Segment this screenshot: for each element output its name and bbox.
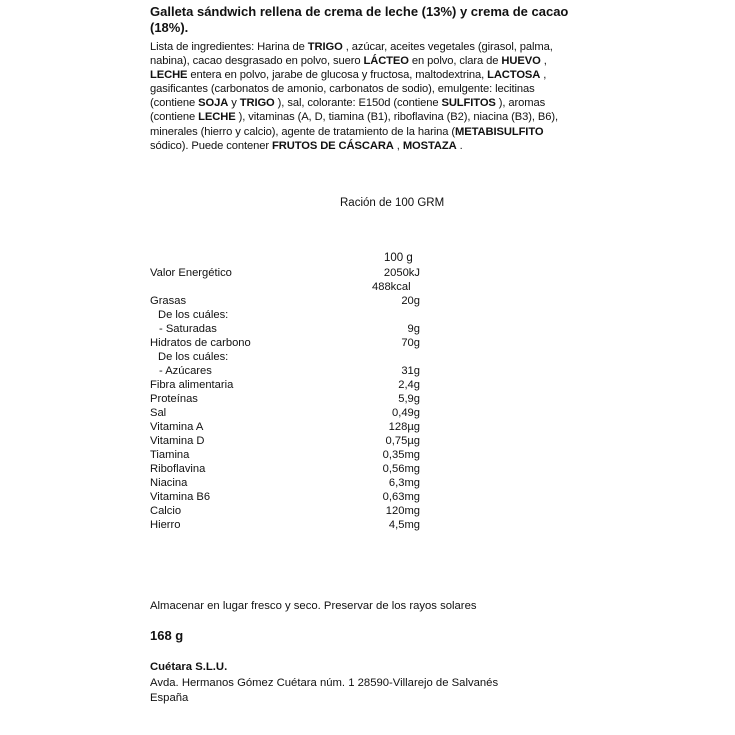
product-title: Galleta sándwich rellena de crema de leche (13%) y crema de cacao (18%).: [150, 4, 569, 35]
nutrient-label: Valor Energético: [150, 267, 232, 279]
nutrient-value: 6,3mg: [388, 477, 420, 489]
serving-size: Ración de 100 GRM: [340, 197, 445, 209]
nutrition-row: [150, 308, 420, 322]
nutrition-row: [150, 490, 420, 504]
nutrition-row: [150, 448, 420, 462]
ingredient-text: y: [228, 97, 240, 110]
nutrient-label: Hierro: [150, 519, 181, 531]
nutrient-value: 120mg: [385, 505, 420, 517]
nutrition-row: [150, 518, 420, 532]
nutrient-label: Vitamina B6: [150, 491, 211, 503]
ingredient-text: ), vitaminas (A, D, tiamina (B1), riboflavina (B2), niacina (B3), B6), minerales (hierro y calcio), agente de tratamiento de la harina (: [150, 111, 558, 138]
nutrient-label: Tiamina: [150, 449, 190, 461]
nutrient-value: 0,63mg: [382, 491, 420, 503]
allergen-highlight: LECHE: [198, 111, 236, 124]
nutrition-table: [150, 266, 420, 532]
nutrient-label: - Saturadas: [159, 323, 217, 335]
nutrient-label: Vitamina A: [150, 421, 204, 433]
ingredient-text: ,: [393, 139, 403, 152]
nutrient-label: Vitamina D: [150, 435, 205, 447]
nutrient-value: 0,35mg: [382, 449, 420, 461]
nutrient-value: 4,5mg: [388, 519, 420, 531]
nutrition-row: [150, 378, 420, 392]
company-country: España: [150, 692, 189, 704]
nutrient-label: Riboflavina: [150, 463, 206, 475]
nutrient-value: 31g: [401, 365, 420, 377]
nutrition-row: [150, 280, 420, 294]
allergen-highlight: SULFITOS: [441, 97, 496, 110]
nutrient-label: Fibra alimentaria: [150, 379, 234, 391]
nutrient-label: - Azúcares: [159, 365, 212, 377]
nutrient-label: Calcio: [150, 505, 182, 517]
nutrition-row: [150, 364, 420, 378]
nutrient-value: 0,49g: [392, 407, 420, 419]
allergen-highlight: TRIGO: [239, 97, 275, 110]
ingredient-text: ), aromas (contiene: [150, 97, 546, 124]
nutrient-label: Niacina: [150, 477, 188, 489]
nutrition-row: [150, 392, 420, 406]
nutrient-label: De los cuáles:: [158, 351, 229, 363]
ingredient-text: sódico). Puede contener: [150, 139, 272, 152]
allergen-highlight: SOJA: [198, 97, 229, 110]
ingredient-text: entera en polvo, jarabe de glucosa y fructosa, maltodextrina,: [187, 69, 488, 82]
allergen-highlight: LÁCTEO: [363, 55, 409, 68]
allergen-highlight: FRUTOS DE CÁSCARA: [272, 139, 394, 152]
storage-instructions: Almacenar en lugar fresco y seco. Preservar de los rayos solares: [150, 600, 477, 612]
nutrient-label: Hidratos de carbono: [150, 337, 251, 349]
allergen-highlight: METABISULFITO: [455, 125, 544, 138]
nutrition-row: [150, 266, 420, 280]
nutrient-value: 2050kJ: [383, 267, 420, 279]
allergen-highlight: HUEVO: [501, 55, 541, 68]
nutrient-value: 70g: [401, 337, 420, 349]
ingredient-text: , gasificantes (carbonatos de amonio, carbonatos de sodio), emulgente: lecitinas (contiene: [150, 69, 547, 110]
nutrition-column-header: 100 g: [384, 252, 413, 264]
nutrition-row: [150, 434, 420, 448]
nutrition-row: [150, 350, 420, 364]
ingredient-text: en polvo, clara de: [408, 55, 502, 68]
nutrition-row: [150, 420, 420, 434]
nutrient-value: 20g: [401, 295, 420, 307]
nutrient-value: 9g: [407, 323, 420, 335]
allergen-highlight: LECHE: [150, 69, 188, 82]
allergen-highlight: TRIGO: [307, 41, 343, 53]
ingredient-text: ), sal, colorante: E150d (contiene: [274, 97, 442, 110]
nutrition-row: [150, 336, 420, 350]
net-weight: 168 g: [150, 628, 184, 643]
ingredient-text: .: [456, 139, 463, 152]
nutrient-label: Grasas: [150, 295, 187, 307]
nutrient-value: 488kcal: [372, 281, 411, 293]
ingredient-text: , azúcar, aceites vegetales (girasol, palma, nabina), cacao desgrasado en polvo, suero: [150, 41, 553, 68]
nutrient-label: De los cuáles:: [158, 309, 229, 321]
nutrient-label: Sal: [150, 407, 167, 419]
nutrition-row: [150, 504, 420, 518]
nutrient-value: 0,75µg: [385, 435, 420, 447]
company-address: Avda. Hermanos Gómez Cuétara núm. 1 28590-Villarejo de Salvanés: [150, 677, 499, 689]
company-name: Cuétara S.L.U.: [150, 661, 228, 673]
ingredients-list: [150, 40, 582, 153]
ingredient-text: ,: [540, 55, 547, 68]
nutrition-row: [150, 476, 420, 490]
nutrient-value: 2,4g: [398, 379, 420, 391]
nutrition-row: [150, 322, 420, 336]
nutrition-row: [150, 462, 420, 476]
nutrient-value: 0,56mg: [382, 463, 420, 475]
nutrient-value: 5,9g: [398, 393, 420, 405]
ingredient-text: Lista de ingredientes: Harina de: [150, 41, 308, 53]
nutrition-row: [150, 406, 420, 420]
nutrient-label: Proteínas: [150, 393, 198, 405]
nutrition-row: [150, 294, 420, 308]
allergen-highlight: MOSTAZA: [402, 139, 457, 152]
allergen-highlight: LACTOSA: [487, 69, 541, 82]
nutrient-value: 128µg: [388, 421, 420, 433]
